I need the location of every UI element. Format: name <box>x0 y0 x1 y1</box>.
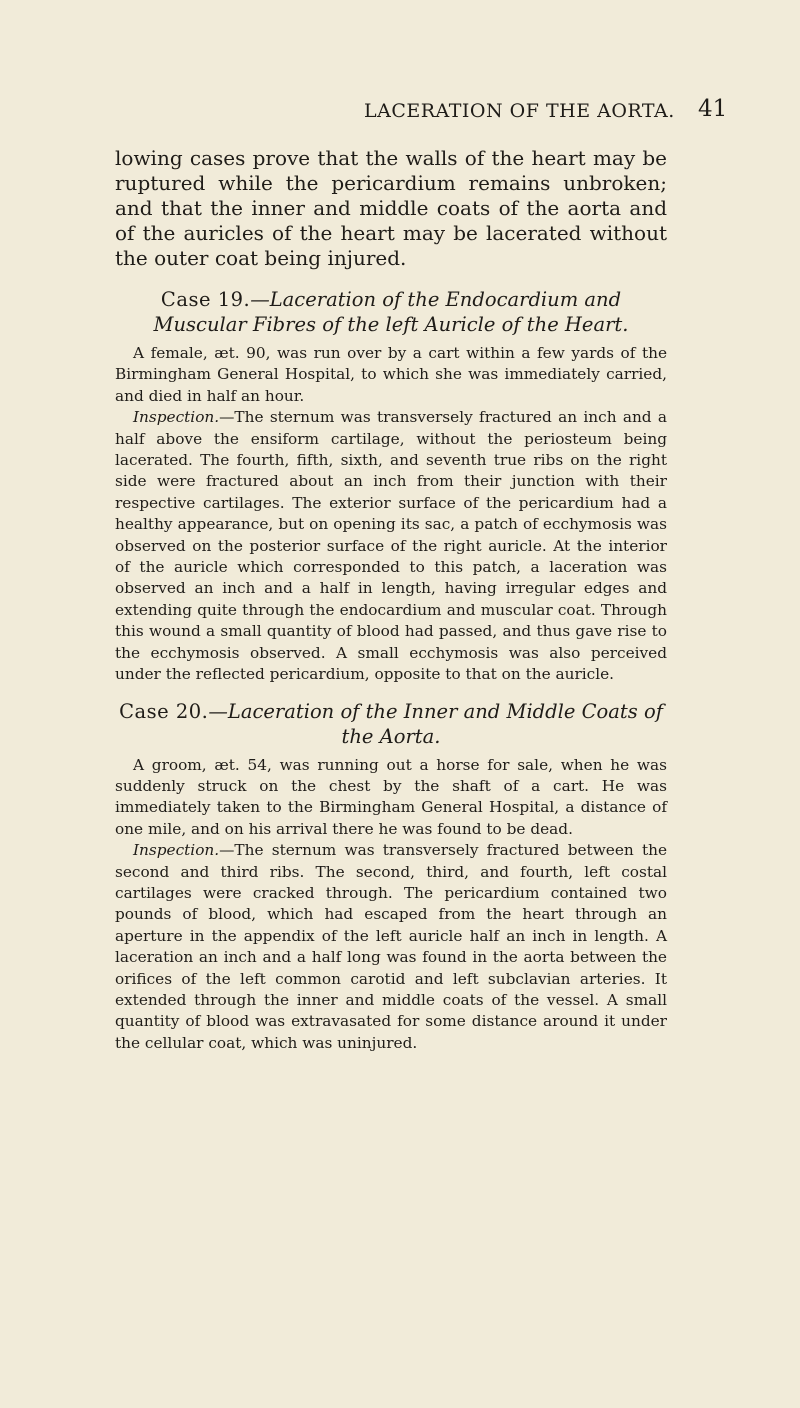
running-head: LACERATION OF THE AORTA. <box>364 100 675 122</box>
case-19-label: Case 19. <box>160 288 251 311</box>
case-20-history: A groom, æt. 54, was running out a horse for sale, when he was suddenly struck on the chest by the shaft of a cart. He was immediately taken to the Birmingham General Hospital, a distance of one mile, and on his arrival there he was found to be dead. <box>115 755 667 838</box>
page-number: 41 <box>698 96 728 122</box>
intro-paragraph: lowing cases prove that the walls of the heart may be ruptured while the pericardium remains unbroken; and that the inner and middle coats of the aorta and of the auricles of the heart may be lacerated without the outer coat being injured. <box>115 146 667 270</box>
case-20-inspection <box>115 840 667 1054</box>
case-20-inspection-label: Inspection. <box>133 841 220 860</box>
case-20-label: Case 20. <box>119 699 209 723</box>
case-19-inspection-text: —The sternum was transversely fractured an inch and a half above the ensiform cartilage, without the periosteum being lacerated. The fourth, fifth, sixth, and seventh true ribs on the right side were fractured about an inch from their junction with their respective cartilages. The exterior surface of the pericardium had a healthy appearance, but on opening its sac, a patch of ecchymosis was observed on the posterior surface of the right auricle. At the interior of the auricle which corresponded to this patch, a laceration was observed an inch and a half in length, having irregular edges and extending quite through the endocardium and muscular coat. Through this wound a small quantity of blood had passed, and thus gave rise to the ecchymosis observed. A small ecchymosis was also perceived under the reflected pericardium, opposite to that on the auricle. <box>115 408 667 684</box>
case-19-inspection <box>115 407 667 685</box>
case-20-heading <box>115 699 667 749</box>
case-19-inspection-label: Inspection. <box>133 408 220 427</box>
case-19-heading <box>115 287 667 337</box>
page-body <box>115 146 667 1054</box>
case-20-inspection-text: —The sternum was transversely fractured between the second and third ribs. The second, third, and fourth, left costal cartilages were cracked through. The pericardium contained two pounds of blood, which had escaped from the heart through an aperture in the appendix of the left auricle half an inch in length. A laceration an inch and a half long was found in the aorta between the orifices of the left common carotid and left subclavian arteries. It extended through the inner and middle coats of the vessel. A small quantity of blood was extravasated for some distance around it under the cellular coat, which was uninjured. <box>115 841 667 1052</box>
case-19-title: —Laceration of the Endocardium and Muscular Fibres of the left Auricle of the Heart. <box>153 288 629 336</box>
case-19-history: A female, æt. 90, was run over by a cart within a few yards of the Birmingham General Hospital, to which she was immediately carried, and died in half an hour. <box>115 344 667 405</box>
case-20-title: —Laceration of the Inner and Middle Coats of the Aorta. <box>208 699 663 748</box>
